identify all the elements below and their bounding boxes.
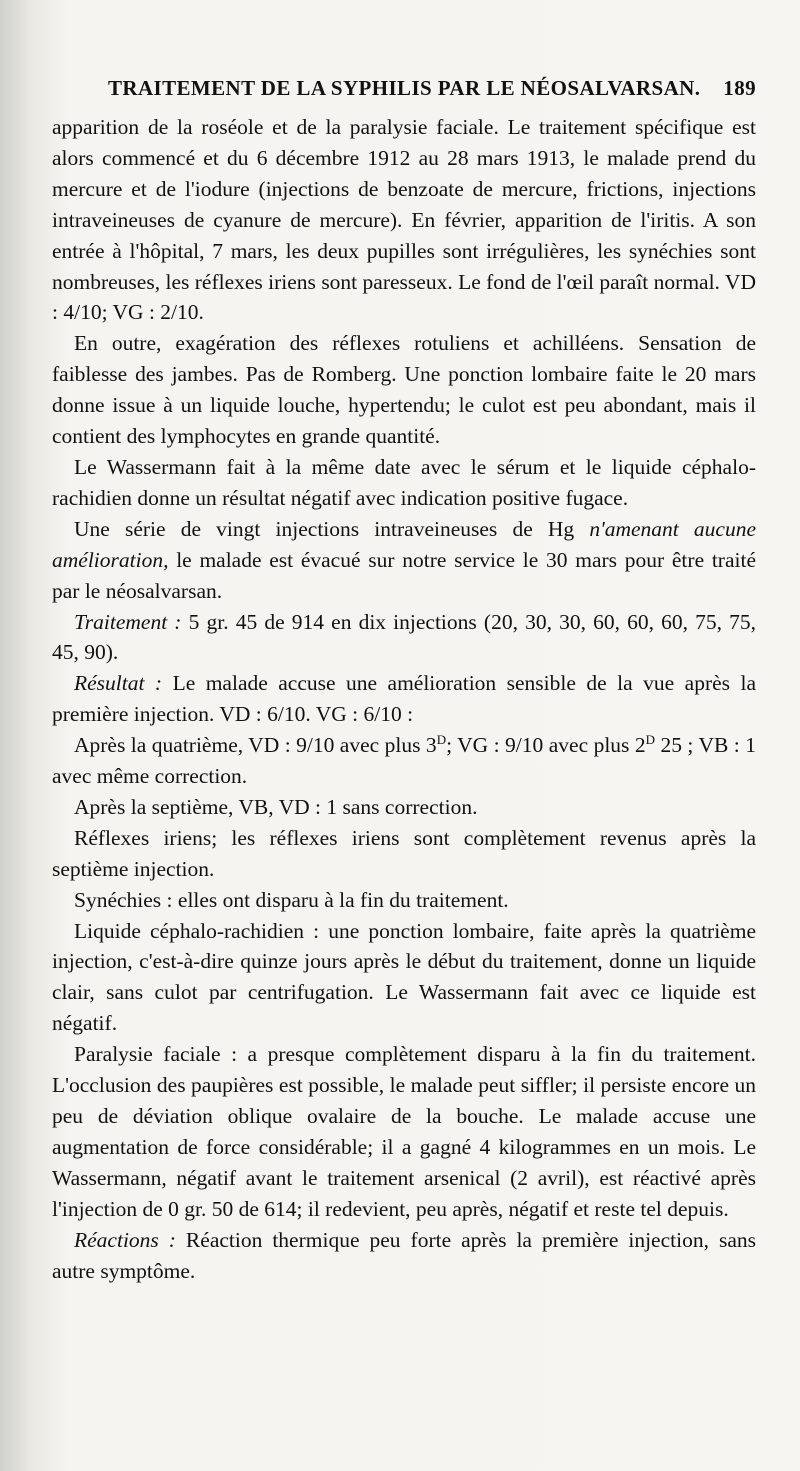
page-number: 189 xyxy=(723,75,756,100)
quatrieme-c: 25 ; VB : 1 avec même correction. xyxy=(52,733,756,789)
paragraph-liquide: Liquide céphalo-rachidien : une ponction lombaire, faite après la quatrième injection, c'est-à-dire quinze jours après le début du traitement, donne un liquide clair, sans culot par centrifugation. Le Wassermann fait avec ce liquide est négatif. xyxy=(52,918,756,1036)
reactions-label: Réactions : xyxy=(74,1227,176,1252)
paragraph-quatrieme xyxy=(52,730,756,792)
paragraph-synechies: Synéchies : elles ont disparu à la fin du traitement. xyxy=(74,887,509,912)
paragraph-4-end: le malade est évacué sur notre service le 30 mars pour être traité par le néosalvarsan. xyxy=(52,547,756,603)
paragraph-reflexes: Réflexes iriens; les réflexes iriens sont complètement revenus après la septième injection. xyxy=(52,825,756,881)
diopter-sup-2: D xyxy=(645,731,656,747)
traitement-label: Traitement : xyxy=(74,609,182,634)
paragraph-2: En outre, exagération des réflexes rotuliens et achilléens. Sensation de faiblesse des jambes. Pas de Romberg. Une ponction lombaire faite le 20 mars donne issue à un liquide louche, hypertendu; le culot est peu abondant, mais il contient des lymphocytes en grande quantité. xyxy=(52,331,756,449)
reactions-text: Réaction thermique peu forte après la première injection, sans autre symptôme. xyxy=(52,1227,756,1283)
resultat-text: Le malade accuse une amélioration sensible de la vue après la première injection. VD : 6/10. VG : 6/10 : xyxy=(52,671,756,727)
paragraph-traitement xyxy=(52,607,756,669)
running-title: TRAITEMENT DE LA SYPHILIS PAR LE NÉOSALVARSAN. xyxy=(108,75,701,100)
running-header xyxy=(108,70,756,106)
paragraph-3: Le Wassermann fait à la même date avec le sérum et le liquide céphalo-rachidien donne un résultat négatif avec indication positive fugace. xyxy=(52,454,756,510)
paragraph-4-italic: n'amenant aucune amélioration, xyxy=(52,516,756,572)
body-text xyxy=(52,112,756,1286)
quatrieme-a: Après la quatrième, VD : 9/10 avec plus 3 xyxy=(74,733,437,758)
paragraph-4 xyxy=(52,514,756,607)
paragraph-reactions xyxy=(52,1225,756,1287)
diopter-sup-1: D xyxy=(436,731,447,747)
quatrieme-b: ; VG : 9/10 avec plus 2 xyxy=(446,733,646,758)
paragraph-1: apparition de la roséole et de la paralysie faciale. Le traitement spécifique est alors commencé et du 6 décembre 1912 au 28 mars 1913, le malade prend du mercure et de l'iodure (injections de benzoate de mercure, frictions, injections intraveineuses de cyanure de mercure). En février, apparition de l'iritis. A son entrée à l'hôpital, 7 mars, les deux pupilles sont irrégulières, les synéchies sont nombreuses, les réflexes iriens sont paresseux. Le fond de l'œil paraît normal. VD : 4/10; VG : 2/10. xyxy=(52,115,756,325)
traitement-text: 5 gr. 45 de 914 en dix injections (20, 30, 30, 60, 60, 60, 75, 75, 45, 90). xyxy=(52,609,756,665)
paragraph-paralysie: Paralysie faciale : a presque complètement disparu à la fin du traitement. L'occlusion des paupières est possible, le malade peut siffler; il persiste encore un peu de déviation oblique ovalaire de la bouche. Le malade accuse une augmentation de force considérable; il a gagné 4 kilogrammes en un mois. Le Wassermann, négatif avant le traitement arsenical (2 avril), est réactivé après l'injection de 0 gr. 50 de 614; il redevient, peu après, négatif et reste tel depuis. xyxy=(52,1042,756,1221)
paragraph-4-start: Une série de vingt injections intraveineuses de Hg xyxy=(74,516,590,541)
paragraph-resultat xyxy=(52,668,756,730)
paragraph-septieme: Après la septième, VB, VD : 1 sans correction. xyxy=(74,794,478,819)
resultat-label: Résultat : xyxy=(74,671,163,696)
